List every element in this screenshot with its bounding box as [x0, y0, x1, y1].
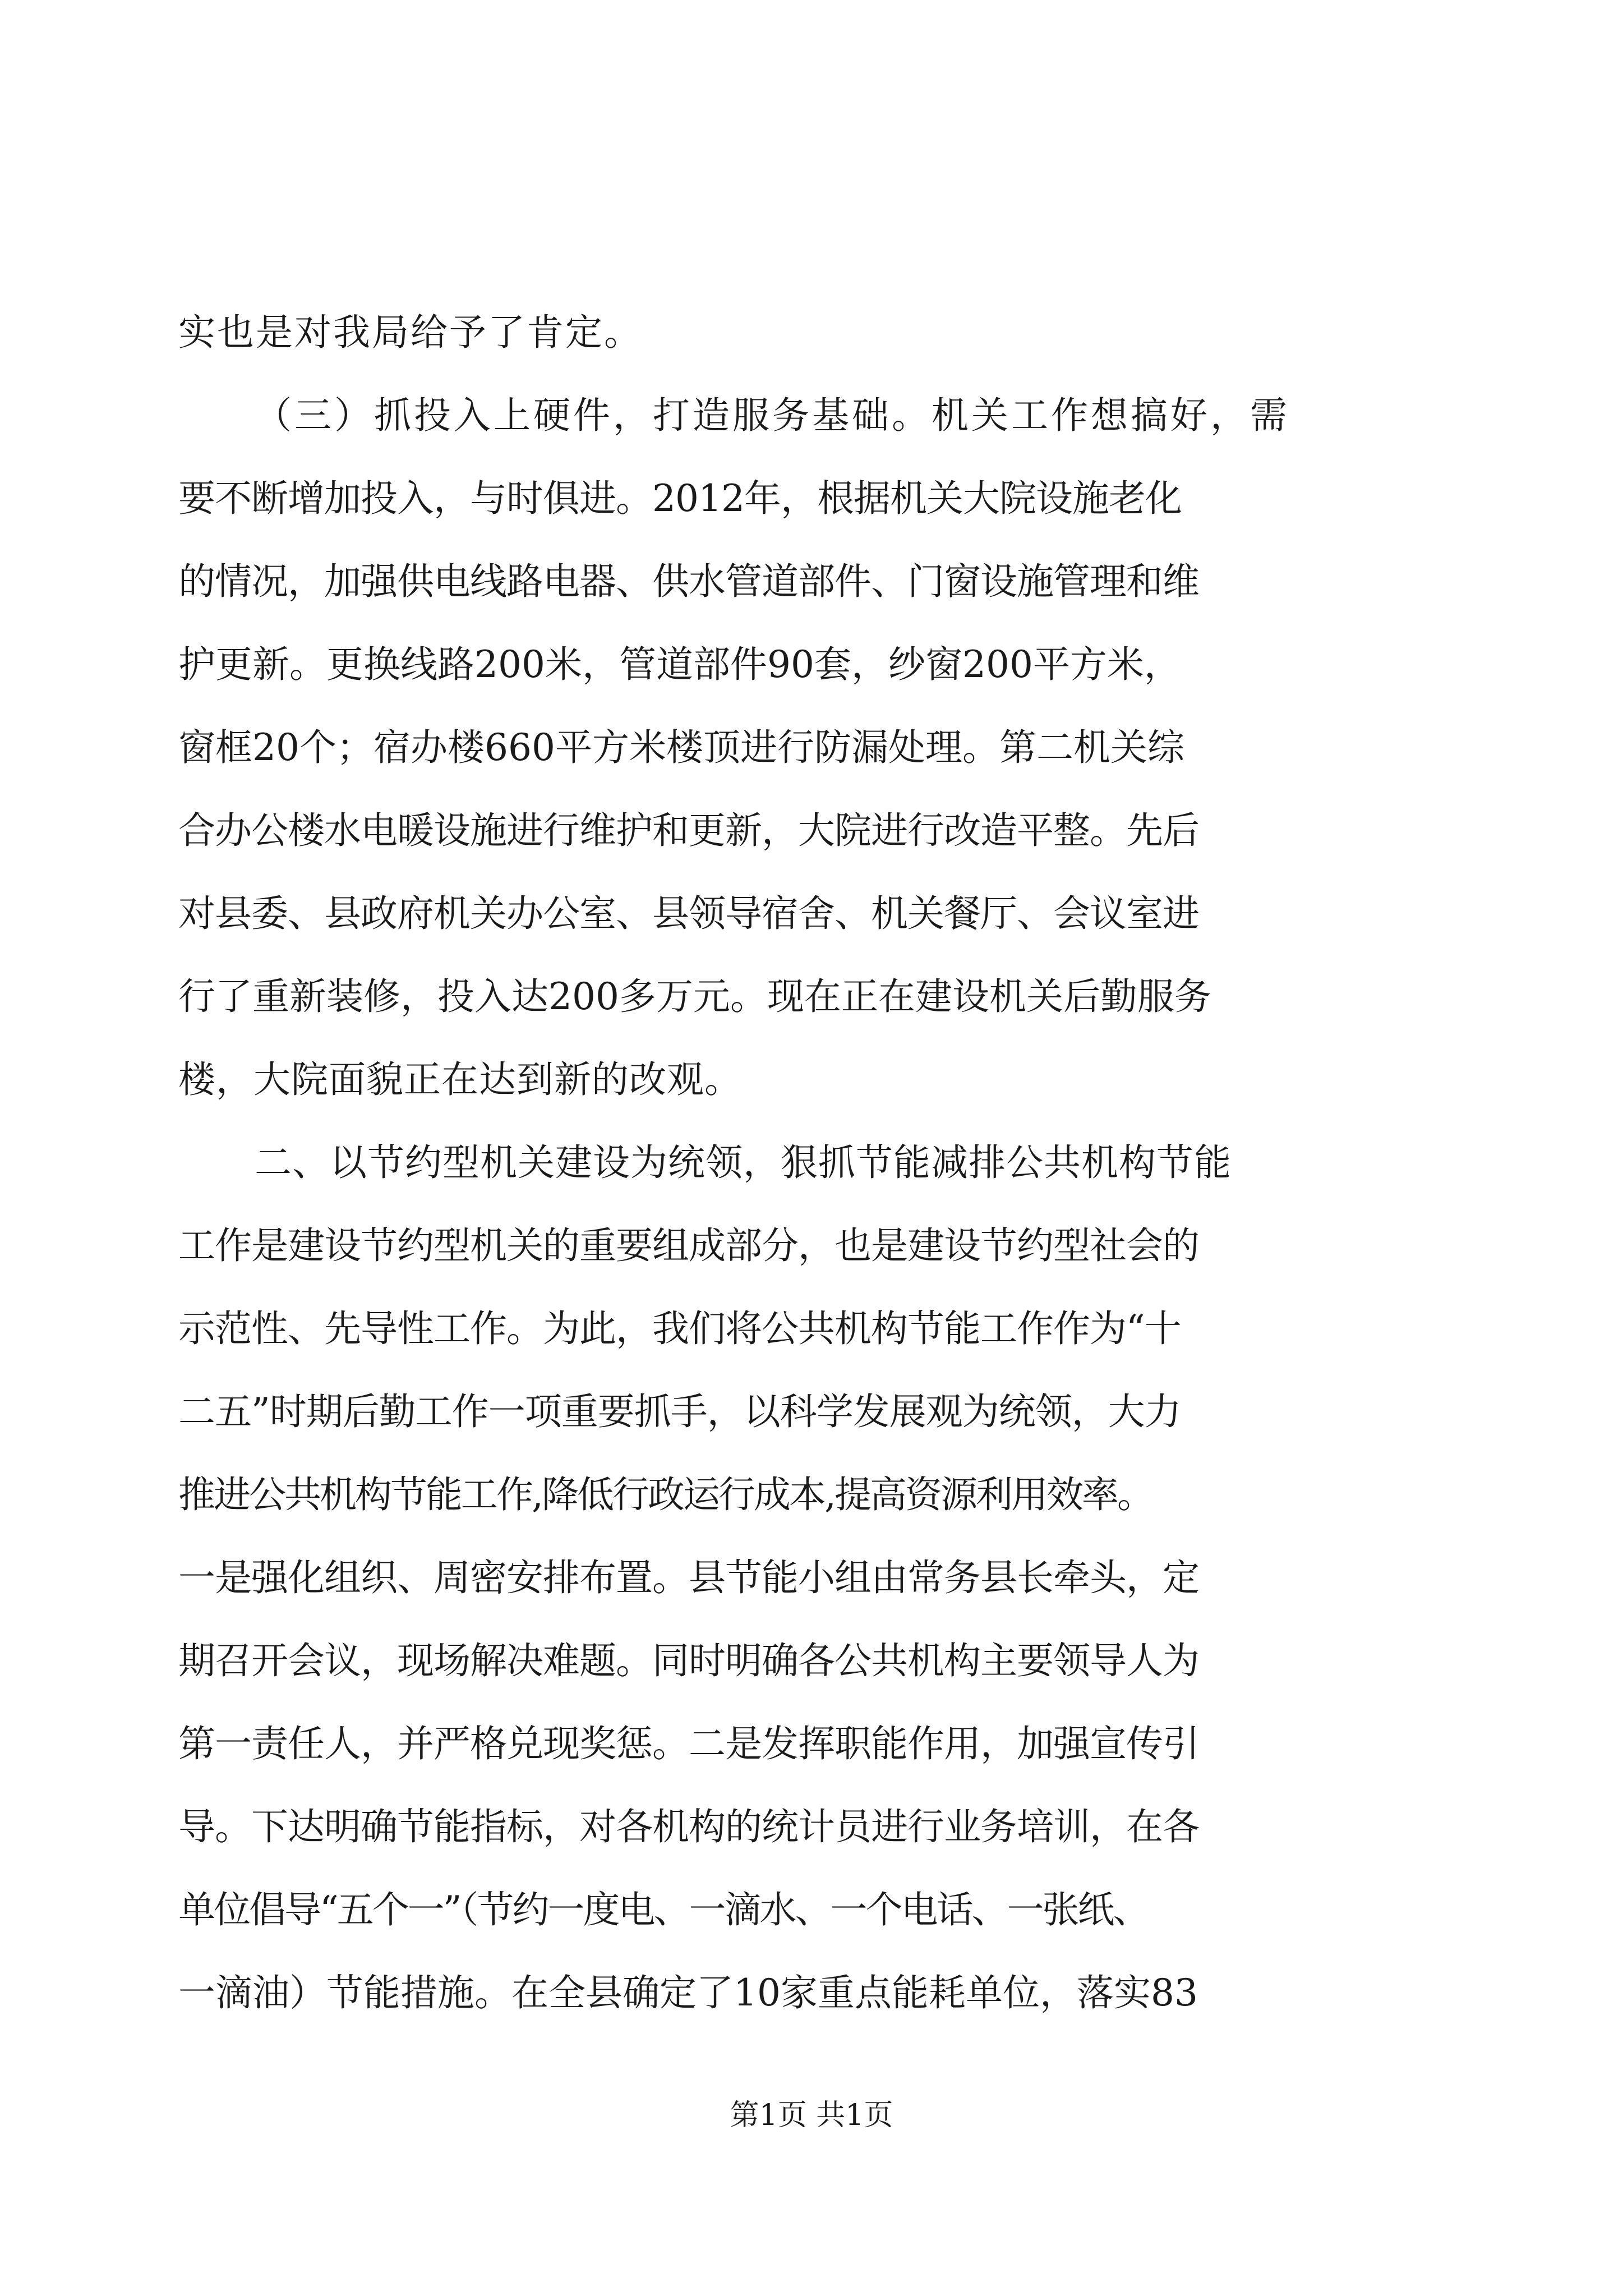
text-line-content: 合办公楼水电暖设施进行维护和更新，大院进行改造平整。先后 — [178, 809, 1199, 852]
text-line-content: 一滴油）节能措施。在全县确定了10家重点能耗单位，落实83 — [178, 1971, 1198, 2014]
text-line-content: 导。下达明确节能指标，对各机构的统计员进行业务培训，在各 — [178, 1805, 1199, 1848]
text-line — [0, 1473, 1623, 1561]
text-line — [0, 643, 1623, 730]
text-line — [0, 311, 1623, 398]
text-line-content: 护更新。更换线路200米，管道部件90套，纱窗200平方米， — [178, 643, 1181, 686]
text-line — [0, 1556, 1623, 1644]
page-footer — [0, 2101, 1623, 2130]
text-line-content: 二、以节约型机关建设为统领，狠抓节能减排公共机构节能 — [255, 1141, 1232, 1184]
text-line-content: 对县委、县政府机关办公室、县领导宿舍、机关餐厅、会议室进 — [178, 892, 1199, 935]
text-line-content: 实也是对我局给予了肯定。 — [178, 311, 643, 354]
page-number: 第1页 共1页 — [730, 2099, 893, 2132]
text-line-content: 工作是建设节约型机关的重要组成部分，也是建设节约型社会的 — [178, 1224, 1199, 1267]
text-line-content: 行了重新装修，投入达200多万元。现在正在建设机关后勤服务 — [178, 975, 1211, 1018]
text-line — [0, 1307, 1623, 1395]
text-line — [0, 1722, 1623, 1810]
text-line-content: 楼，大院面貌正在达到新的改观。 — [178, 1058, 742, 1101]
text-line — [0, 1805, 1623, 1893]
text-line — [0, 1390, 1623, 1478]
text-line-content: 二五”时期后勤工作一项重要抓手，以科学发展观为统领，大力 — [178, 1390, 1181, 1433]
text-line-content: 示范性、先导性工作。为此，我们将公共机构节能工作作为“十 — [178, 1307, 1181, 1350]
text-line — [0, 1224, 1623, 1312]
text-line-content: 单位倡导“五个一”（节约一度电、一滴水、一个电话、一张纸、 — [178, 1888, 1149, 1931]
text-line-content: 期召开会议，现场解决难题。同时明确各公共机构主要领导人为 — [178, 1639, 1199, 1682]
text-line — [0, 394, 1623, 481]
text-line-content: 要不断增加投入，与时俱进。2012年，根据机关大院设施老化 — [178, 477, 1182, 520]
text-line — [0, 809, 1623, 896]
text-line-content: 第一责任人，并严格兑现奖惩。二是发挥职能作用，加强宣传引 — [178, 1722, 1199, 1765]
text-line — [0, 892, 1623, 979]
text-line — [0, 726, 1623, 813]
text-line-content: 的情况，加强供电线路电器、供水管道部件、门窗设施管理和维 — [178, 560, 1199, 603]
text-line-content: 一是强化组织、周密安排布置。县节能小组由常务县长牵头，定 — [178, 1556, 1199, 1599]
text-line-content: 推进公共机构节能工作,降低行政运行成本,提高资源利用效率。 — [178, 1473, 1152, 1516]
text-line — [0, 560, 1623, 647]
text-line — [0, 1888, 1623, 1976]
text-line — [0, 1141, 1623, 1228]
text-line — [0, 1058, 1623, 1145]
text-line-content: 窗框20个；宿办楼660平方米楼顶进行防漏处理。第二机关综 — [178, 726, 1184, 769]
text-line-content: （三）抓投入上硬件，打造服务基础。机关工作想搞好，需 — [255, 394, 1290, 437]
text-line — [0, 1639, 1623, 1727]
text-line — [0, 477, 1623, 564]
text-line — [0, 975, 1623, 1062]
text-line — [0, 1971, 1623, 2059]
